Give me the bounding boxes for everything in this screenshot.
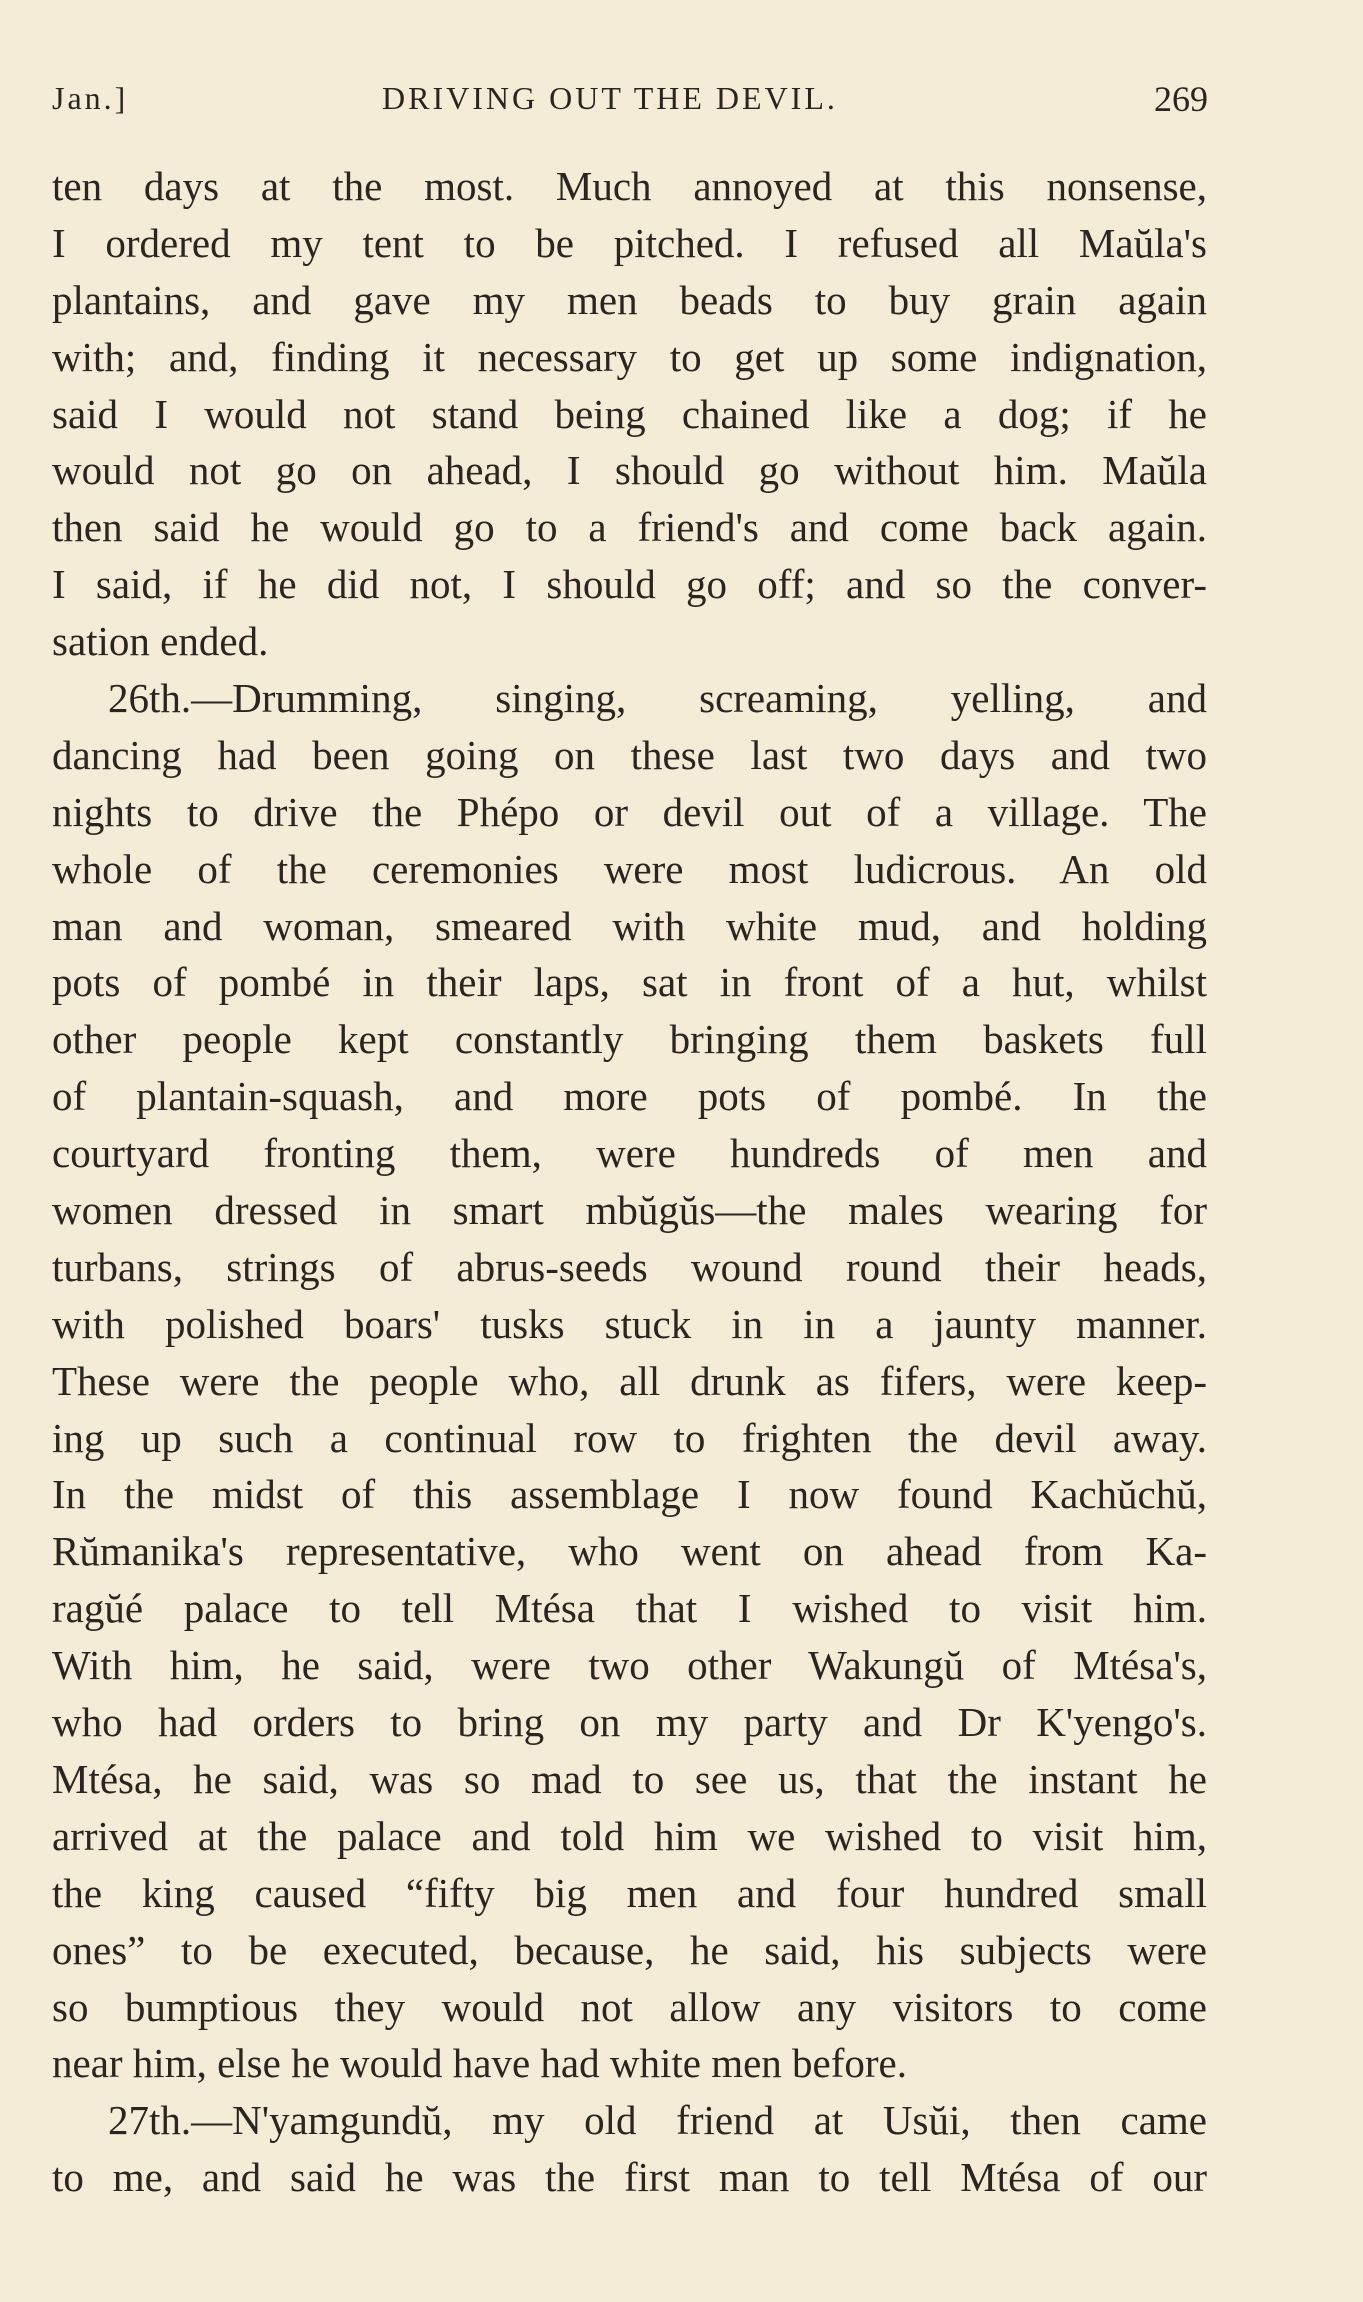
text-line: I ordered my tent to be pitched. I refused all Maŭla's [52, 219, 1207, 266]
text-line: ragŭé palace to tell Mtésa that I wished to visit him. [52, 1585, 1207, 1632]
text-line: ing up such a continual row to frighten the devil away. [52, 1414, 1207, 1461]
text-line: whole of the ceremonies were most ludicrous. An old [52, 845, 1207, 892]
body-text [52, 158, 1207, 2206]
text-line: arrived at the palace and told him we wished to visit him, [52, 1812, 1207, 1859]
text-line: with; and, finding it necessary to get up some indignation, [52, 333, 1207, 380]
text-line: other people kept constantly bringing them baskets full [52, 1016, 1207, 1063]
text-line: 26th.—Drumming, singing, screaming, yelling, and [108, 675, 1207, 722]
text-line: In the midst of this assemblage I now found Kachŭchŭ, [52, 1471, 1207, 1518]
text-line: 27th.—N'yamgundŭ, my old friend at Usŭi, then came [108, 2097, 1207, 2144]
text-line: With him, he said, were two other Wakungŭ of Mtésa's, [52, 1642, 1207, 1689]
text-line: These were the people who, all drunk as fifers, were keep- [52, 1357, 1207, 1404]
text-line: then said he would go to a friend's and come back again. [52, 504, 1207, 551]
text-line: women dressed in smart mbŭgŭs—the males wearing for [52, 1187, 1207, 1234]
text-line: with polished boars' tusks stuck in in a jaunty manner. [52, 1300, 1207, 1347]
running-head-title: DRIVING OUT THE DEVIL. [382, 80, 838, 116]
text-line: I said, if he did not, I should go off; and so the conver- [52, 561, 1207, 608]
text-line: Rŭmanika's representative, who went on ahead from Ka- [52, 1528, 1207, 1575]
running-head [52, 70, 1208, 126]
text-line: said I would not stand being chained like a dog; if he [52, 390, 1207, 437]
text-line: to me, and said he was the first man to tell Mtésa of our [52, 2154, 1207, 2201]
text-line: plantains, and gave my men beads to buy grain again [52, 276, 1207, 323]
text-line: sation ended. [52, 618, 269, 665]
text-line: so bumptious they would not allow any visitors to come [52, 1983, 1207, 2030]
text-line: would not go on ahead, I should go without him. Maŭla [52, 447, 1207, 494]
text-line: of plantain-squash, and more pots of pombé. In the [52, 1073, 1207, 1120]
text-line: the king caused “fifty big men and four hundred small [52, 1869, 1207, 1916]
text-line: nights to drive the Phépo or devil out of a village. The [52, 788, 1207, 835]
text-line: courtyard fronting them, were hundreds of men and [52, 1130, 1207, 1177]
text-line: ten days at the most. Much annoyed at this nonsense, [52, 163, 1207, 209]
text-line: Mtésa, he said, was so mad to see us, that the instant he [52, 1755, 1207, 1802]
text-line: pots of pombé in their laps, sat in front of a hut, whilst [52, 959, 1207, 1006]
text-line: dancing had been going on these last two days and two [52, 731, 1207, 778]
text-line: ones” to be executed, because, he said, his subjects were [52, 1926, 1207, 1973]
page-number: 269 [1154, 79, 1208, 119]
text-line: near him, else he would have had white men before. [52, 2040, 907, 2087]
text-line: turbans, strings of abrus-seeds wound round their heads, [52, 1243, 1207, 1290]
text-line: who had orders to bring on my party and Dr K'yengo's. [52, 1699, 1207, 1746]
text-line: man and woman, smeared with white mud, and holding [52, 902, 1207, 949]
running-head-month: Jan.] [52, 80, 129, 116]
